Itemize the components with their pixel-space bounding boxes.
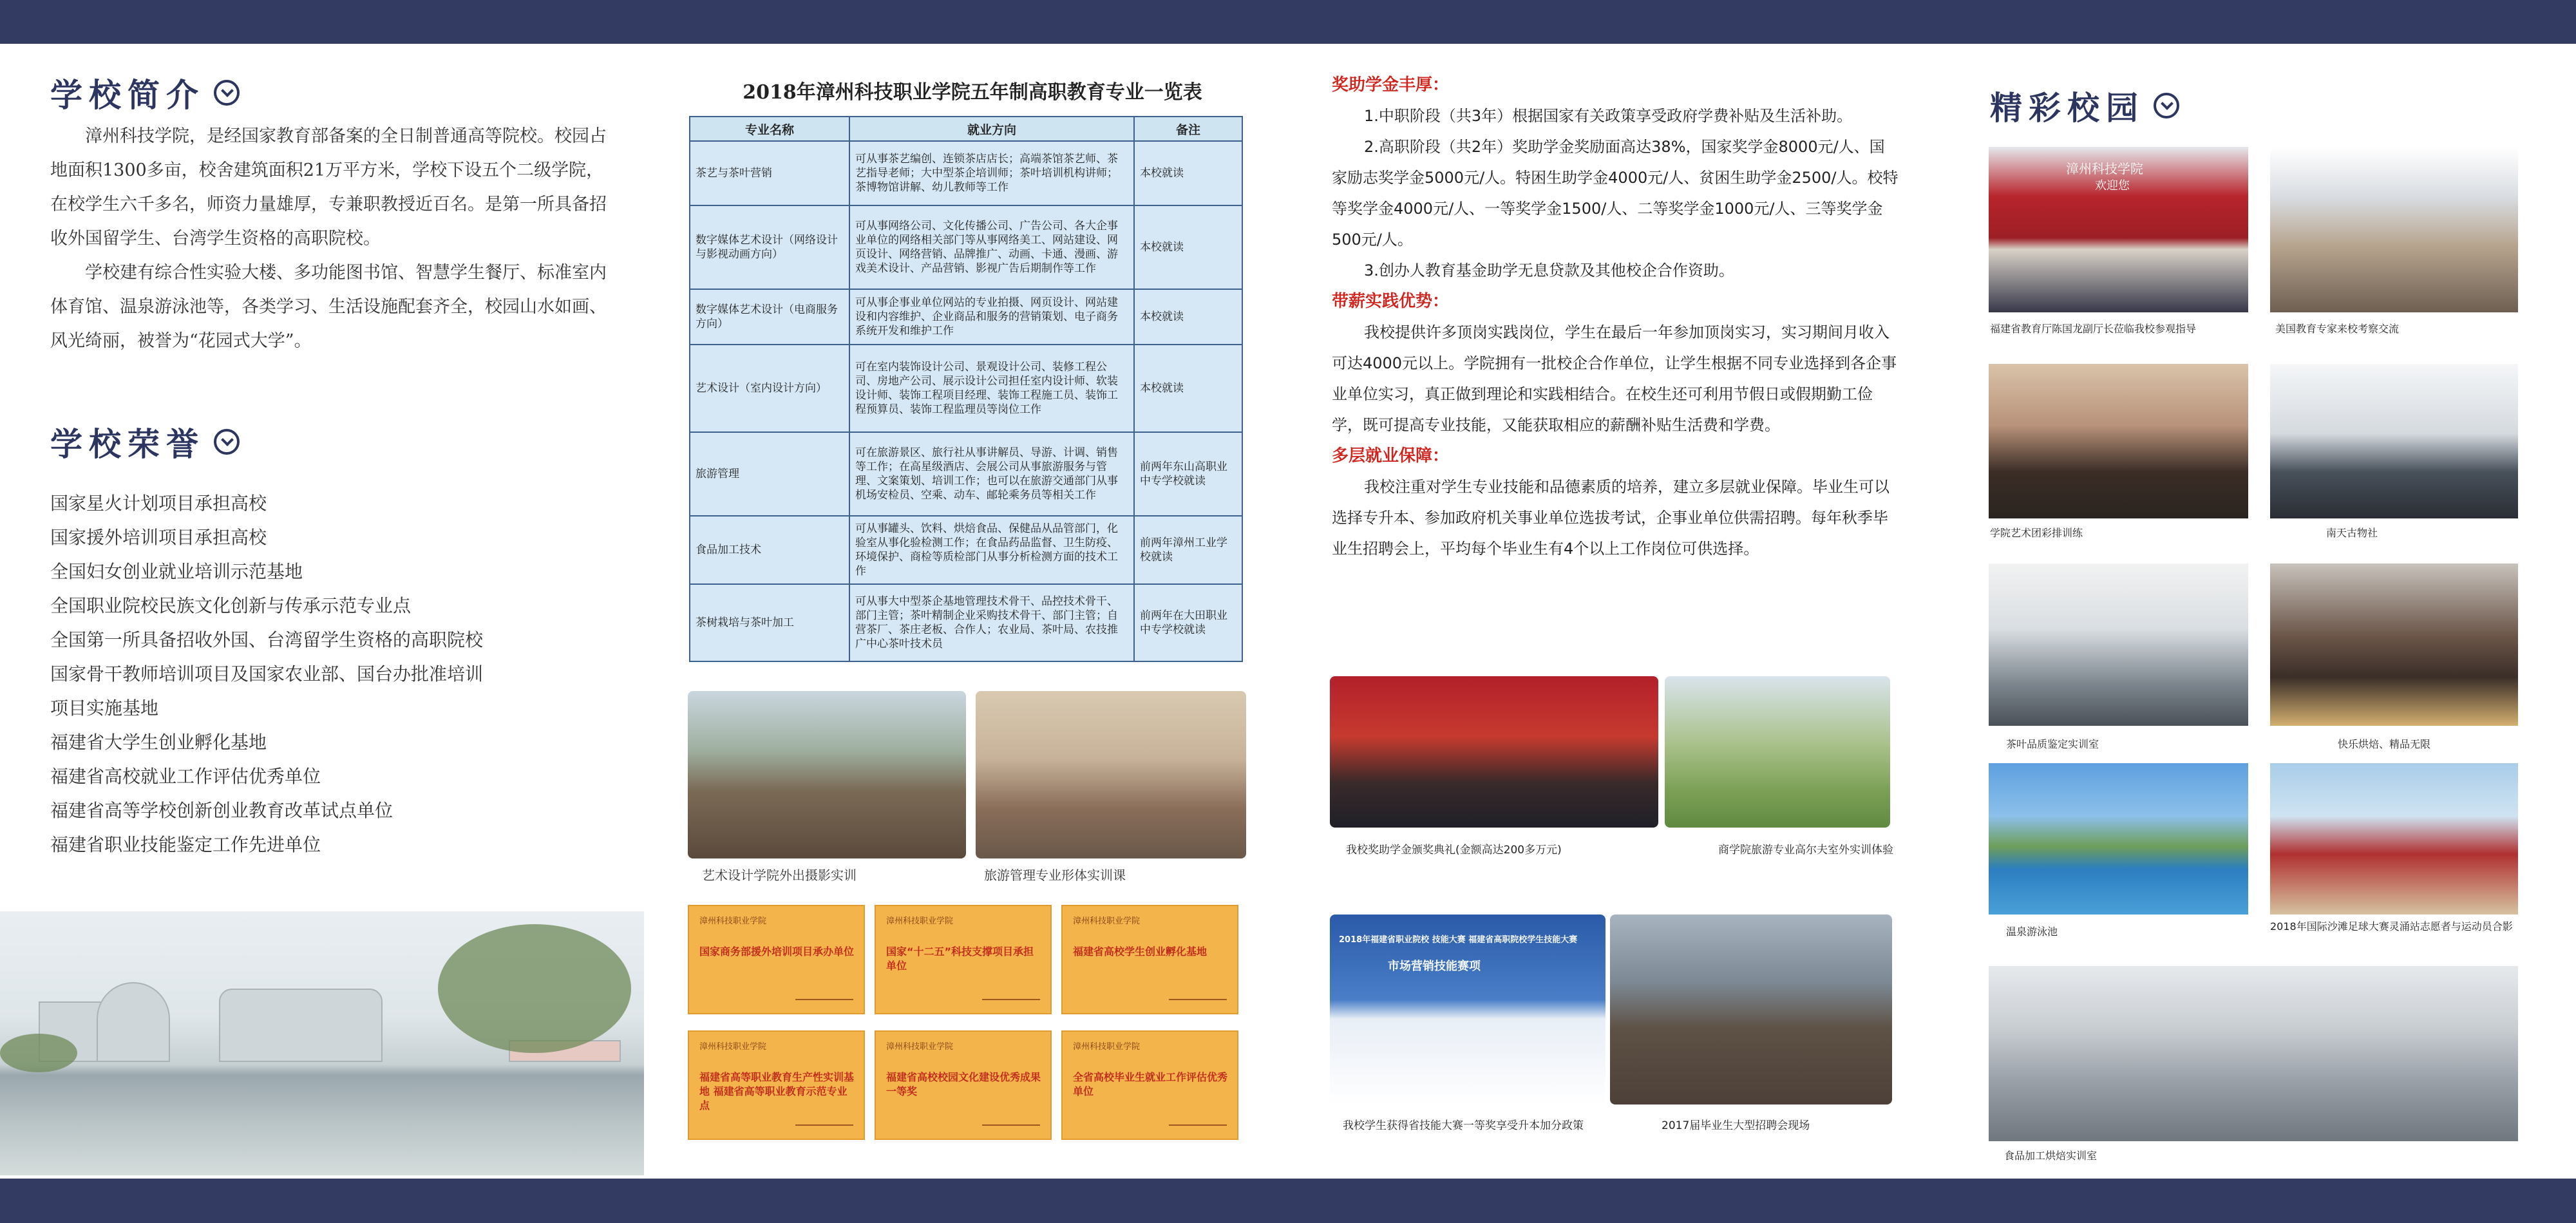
table-header: 就业方向: [849, 117, 1134, 141]
honor-item: 国家骨干教师培训项目及国家农业部、国台办批准培训: [50, 663, 484, 685]
certificate: [688, 1030, 865, 1140]
table-row: [690, 345, 1242, 432]
campus-photo: [2270, 147, 2518, 312]
table-cell: 艺术设计（室内设计方向）: [690, 345, 849, 432]
honors-title: [50, 419, 240, 465]
scholarship-item: 3.创办人教育基金助学无息贷款及其他校企合作资助。: [1364, 261, 1734, 280]
certificate-footer: [982, 999, 1040, 1004]
employment-text: 我校注重对学生专业技能和品德素质的培养，建立多层就业保障。毕业生可以选择专升本、参加政府机关事业单位选拔考试，企事业单位供需招聘。每年秋季毕业生招聘会上，平均每个毕业生有4个以上工作岗位可供选择。: [1332, 478, 1889, 558]
photo-caption: 商学院旅游专业高尔夫室外实训体验: [1718, 844, 1893, 857]
campus-photo: [1989, 147, 2248, 312]
bottom-band: [0, 1179, 2576, 1223]
certificate-title: 全省高校毕业生就业工作评估优秀单位: [1073, 1071, 1228, 1097]
table-header-row: [690, 117, 1242, 141]
contest-banner-line-1: 2018年福建省职业院校 技能大赛 福建省高职院校学生技能大赛: [1339, 935, 1578, 945]
gate-sign-line-1: 漳州科技学院: [2066, 161, 2143, 176]
certificate-title: 福建省高校校园文化建设优秀成果一等奖: [886, 1071, 1041, 1097]
campus-photo: [1989, 564, 2248, 726]
table-cell: 本校就读: [1134, 205, 1242, 289]
certificate-school: 漳州科技职业学院: [1073, 1042, 1141, 1052]
photo-caption: 2018年国际沙滩足球大赛灵涌站志愿者与运动员合影: [2270, 920, 2513, 933]
table-cell: 可从事网络公司、文化传播公司、广告公司、各大企事业单位的网络相关部门等从事网络美工、网站建设、网页设计、网络营销、品牌推广、动画、卡通、漫画、游戏美术设计、产品营销、影视广告后期制作等工作: [849, 205, 1134, 289]
honor-item: 项目实施基地: [50, 697, 159, 719]
campus-lake-photo: [0, 911, 644, 1175]
scholarship-section: [1332, 70, 1899, 564]
certificate-school: 漳州科技职业学院: [699, 916, 767, 926]
table-cell: 前两年漳州工业学校就读: [1134, 516, 1242, 584]
honor-item: 福建省高校就业工作评估优秀单位: [50, 766, 321, 787]
table-cell: 数字媒体艺术设计（电商服务方向）: [690, 289, 849, 345]
table-row: [690, 205, 1242, 289]
photo-caption: 福建省教育厅陈国龙副厅长莅临我校参观指导: [1990, 323, 2197, 335]
campus-title: [1990, 82, 2179, 129]
certificate-title: 国家商务部援外培训项目承办单位: [699, 945, 855, 958]
building-shape: [219, 989, 383, 1062]
honor-item: 国家星火计划项目承担高校: [50, 493, 267, 514]
intro-text: [50, 119, 617, 358]
campus-photo: [2270, 364, 2518, 518]
campus-photo: [2270, 763, 2518, 915]
contest-banner-line-2: 市场营销技能赛项: [1388, 960, 1481, 973]
photo-caption: 学院艺术团彩排训练: [1990, 527, 2083, 539]
etiquette-training-photo: [976, 691, 1246, 858]
table-cell: 本校就读: [1134, 345, 1242, 432]
photo-caption: 茶叶品质鉴定实训室: [2006, 738, 2099, 750]
table-cell: 前两年东山高职业中专学校就读: [1134, 432, 1242, 516]
chevron-down-icon[interactable]: [214, 80, 240, 106]
honor-item: 国家援外培训项目承担高校: [50, 527, 267, 548]
award-ceremony-photo: [1330, 676, 1658, 828]
certificate-footer: [795, 1124, 853, 1130]
photo-caption: 2017届毕业生大型招聘会现场: [1662, 1119, 1810, 1132]
photo-caption: 美国教育专家来校考察交流: [2275, 323, 2400, 335]
certificate-school: 漳州科技职业学院: [886, 916, 954, 926]
intro-title: [50, 70, 240, 116]
table-cell: 可从事茶艺编创、连锁茶店店长；高端茶馆茶艺师、茶艺指导老师；大中型茶企培训师；茶叶培训机构讲师；茶博物馆讲解、幼儿教师等工作: [849, 141, 1134, 205]
certificate-footer: [1169, 999, 1227, 1004]
table-cell: 本校就读: [1134, 141, 1242, 205]
gate-sign-line-2: 欢迎您: [2095, 179, 2130, 193]
table-cell: 可从事大中型茶企基地管理技术骨干、品控技术骨干、部门主管；茶叶精制企业采购技术骨干、部门主管；自营茶厂、茶庄老板、合作人；农业局、茶叶局、农技推广中心茶叶技术员: [849, 584, 1134, 661]
honor-item: 福建省职业技能鉴定工作先进单位: [50, 834, 321, 855]
golf-training-photo: [1665, 676, 1890, 828]
building-shape: [97, 982, 170, 1062]
photo-caption: 艺术设计学院外出摄影实训: [702, 867, 857, 883]
table-cell: 本校就读: [1134, 289, 1242, 345]
honor-item: 福建省高等学校创新创业教育改革试点单位: [50, 800, 393, 821]
photo-caption: 我校学生获得省技能大赛一等奖享受升本加分政策: [1343, 1119, 1584, 1132]
intro-paragraph: 漳州科技学院，是经国家教育部备案的全日制普通高等院校。校园占地面积1300多亩，校舍建筑面积21万平方米，学校下设五个二级学院，在校学生六千多名，师资力量雄厚，专兼职教授近百名。是第一所具备招收外国留学生、台湾学生资格的高职院校。: [50, 126, 607, 249]
photo-caption: 我校奖助学金颁奖典礼(金额高达200多万元): [1346, 844, 1562, 857]
certificate-footer: [982, 1124, 1040, 1130]
photo-caption: 快乐烘焙、精品无限: [2338, 738, 2431, 750]
honor-item: 福建省大学生创业孵化基地: [50, 732, 267, 753]
practice-text: 我校提供许多顶岗实践岗位，学生在最后一年参加顶岗实习，实习期间月收入可达4000元以上。学院拥有一批校企合作单位，让学生根据不同专业选择到各企事业单位实习，真正做到理论和实践相结合。在校生还可利用节假日或假期勤工俭学，既可提高专业技能，又能获取相应的薪酬补贴生活费和学费。: [1332, 323, 1897, 434]
certificate: [875, 905, 1052, 1014]
tree-shape: [0, 1034, 77, 1072]
campus-photo: [1989, 966, 2518, 1141]
scholarship-item: 1.中职阶段（共3年）根据国家有关政策享受政府学费补贴及生活补助。: [1364, 107, 1853, 125]
campus-photo: [1989, 763, 2248, 915]
table-cell: 前两年在大田职业中专学校就读: [1134, 584, 1242, 661]
practice-heading: 带薪实践优势：: [1332, 292, 1450, 311]
table-row: [690, 289, 1242, 345]
majors-table: [689, 116, 1243, 662]
table-cell: 茶艺与茶叶营销: [690, 141, 849, 205]
table-cell: 可在室内装饰设计公司、景观设计公司、装修工程公司、房地产公司、展示设计公司担任室内设计师、软装设计师、装饰工程项目经理、装饰工程施工员、装饰工程预算员、装饰工程监理员等岗位工作: [849, 345, 1134, 432]
job-fair-photo: [1610, 915, 1892, 1104]
certificate-title: 国家“十二五”科技支撑项目承担单位: [886, 945, 1034, 972]
table-cell: 可在旅游景区、旅行社从事讲解员、导游、计调、销售等工作；在高星级酒店、会展公司从事旅游服务与管理、文案策划、培训工作；也可以在旅游交通部门从事机场安检员、空乘、动车、邮轮乘务员等相关工作: [849, 432, 1134, 516]
table-header: 备注: [1134, 117, 1242, 141]
honors-list: [50, 486, 630, 862]
table-cell: 食品加工技术: [690, 516, 849, 584]
chevron-down-icon[interactable]: [2154, 93, 2179, 119]
campus-title-text: 精彩校园: [1990, 89, 2145, 127]
intro-title-text: 学校简介: [50, 76, 205, 114]
table-row: [690, 584, 1242, 661]
table-cell: 数字媒体艺术设计（网络设计与影视动画方向）: [690, 205, 849, 289]
certificate-title: 福建省高校学生创业孵化基地: [1073, 945, 1208, 958]
photo-caption: 温泉游泳池: [2006, 925, 2058, 938]
honors-title-text: 学校荣誉: [50, 425, 205, 463]
table-row: [690, 432, 1242, 516]
photography-training-photo: [688, 691, 966, 858]
photo-caption: 食品加工烘焙实训室: [2004, 1150, 2098, 1162]
willow-tree-shape: [438, 924, 631, 1053]
campus-photo: [2270, 564, 2518, 726]
certificate: [688, 905, 865, 1014]
honor-item: 全国妇女创业就业培训示范基地: [50, 561, 303, 582]
honor-item: 全国职业院校民族文化创新与传承示范专业点: [50, 595, 412, 616]
certificate-school: 漳州科技职业学院: [699, 1042, 767, 1052]
table-header: 专业名称: [690, 117, 849, 141]
majors-table-title: 2018年漳州科技职业学院五年制高职教育专业一览表: [743, 81, 1202, 104]
chevron-down-icon[interactable]: [214, 429, 240, 455]
table-cell: 旅游管理: [690, 432, 849, 516]
employment-heading: 多层就业保障：: [1332, 446, 1450, 466]
photo-caption: 旅游管理专业形体实训课: [984, 867, 1126, 883]
scholarship-heading: 奖助学金丰厚：: [1332, 75, 1450, 95]
certificate: [1061, 1030, 1238, 1140]
skills-contest-photo: [1330, 915, 1605, 1104]
certificate: [1061, 905, 1238, 1014]
table-row: [690, 516, 1242, 584]
certificate-school: 漳州科技职业学院: [886, 1042, 954, 1052]
table-row: [690, 141, 1242, 205]
photo-caption: 南天古物社: [2326, 527, 2378, 539]
honor-item: 全国第一所具备招收外国、台湾留学生资格的高职院校: [50, 629, 484, 650]
certificate-footer: [795, 999, 853, 1004]
table-cell: 可从事罐头、饮料、烘焙食品、保健品从品管部门，化验室从事化验检测工作；在食品药品监督、卫生防疫、环境保护、商检等质检部门从事分析检测方面的技术工作: [849, 516, 1134, 584]
certificate: [875, 1030, 1052, 1140]
campus-photo: [1989, 364, 2248, 518]
top-band: [0, 0, 2576, 44]
certificate-title: 福建省高等职业教育生产性实训基地 福建省高等职业教育示范专业点: [699, 1071, 855, 1112]
certificate-school: 漳州科技职业学院: [1073, 916, 1141, 926]
table-cell: 可从事企事业单位网站的专业拍摄、网页设计、网站建设和内容维护、企业商品和服务的营销策划、电子商务系统开发和维护工作: [849, 289, 1134, 345]
scholarship-item: 2.高职阶段（共2年）奖助学金奖励面高达38%，国家奖学金8000元/人、国家励志奖学金5000元/人。特困生助学金4000元/人、贫困生助学金2500/人。校特等奖学金4000元/人、一等奖学金1500/人、二等奖学金1000元/人、三等奖学金500元/人。: [1332, 138, 1899, 249]
table-cell: 茶树栽培与茶叶加工: [690, 584, 849, 661]
certificate-footer: [1169, 1124, 1227, 1130]
intro-paragraph: 学校建有综合性实验大楼、多功能图书馆、智慧学生餐厅、标准室内体育馆、温泉游泳池等，各类学习、生活设施配套齐全，校园山水如画、风光绮丽，被誉为“花园式大学”。: [50, 263, 607, 351]
